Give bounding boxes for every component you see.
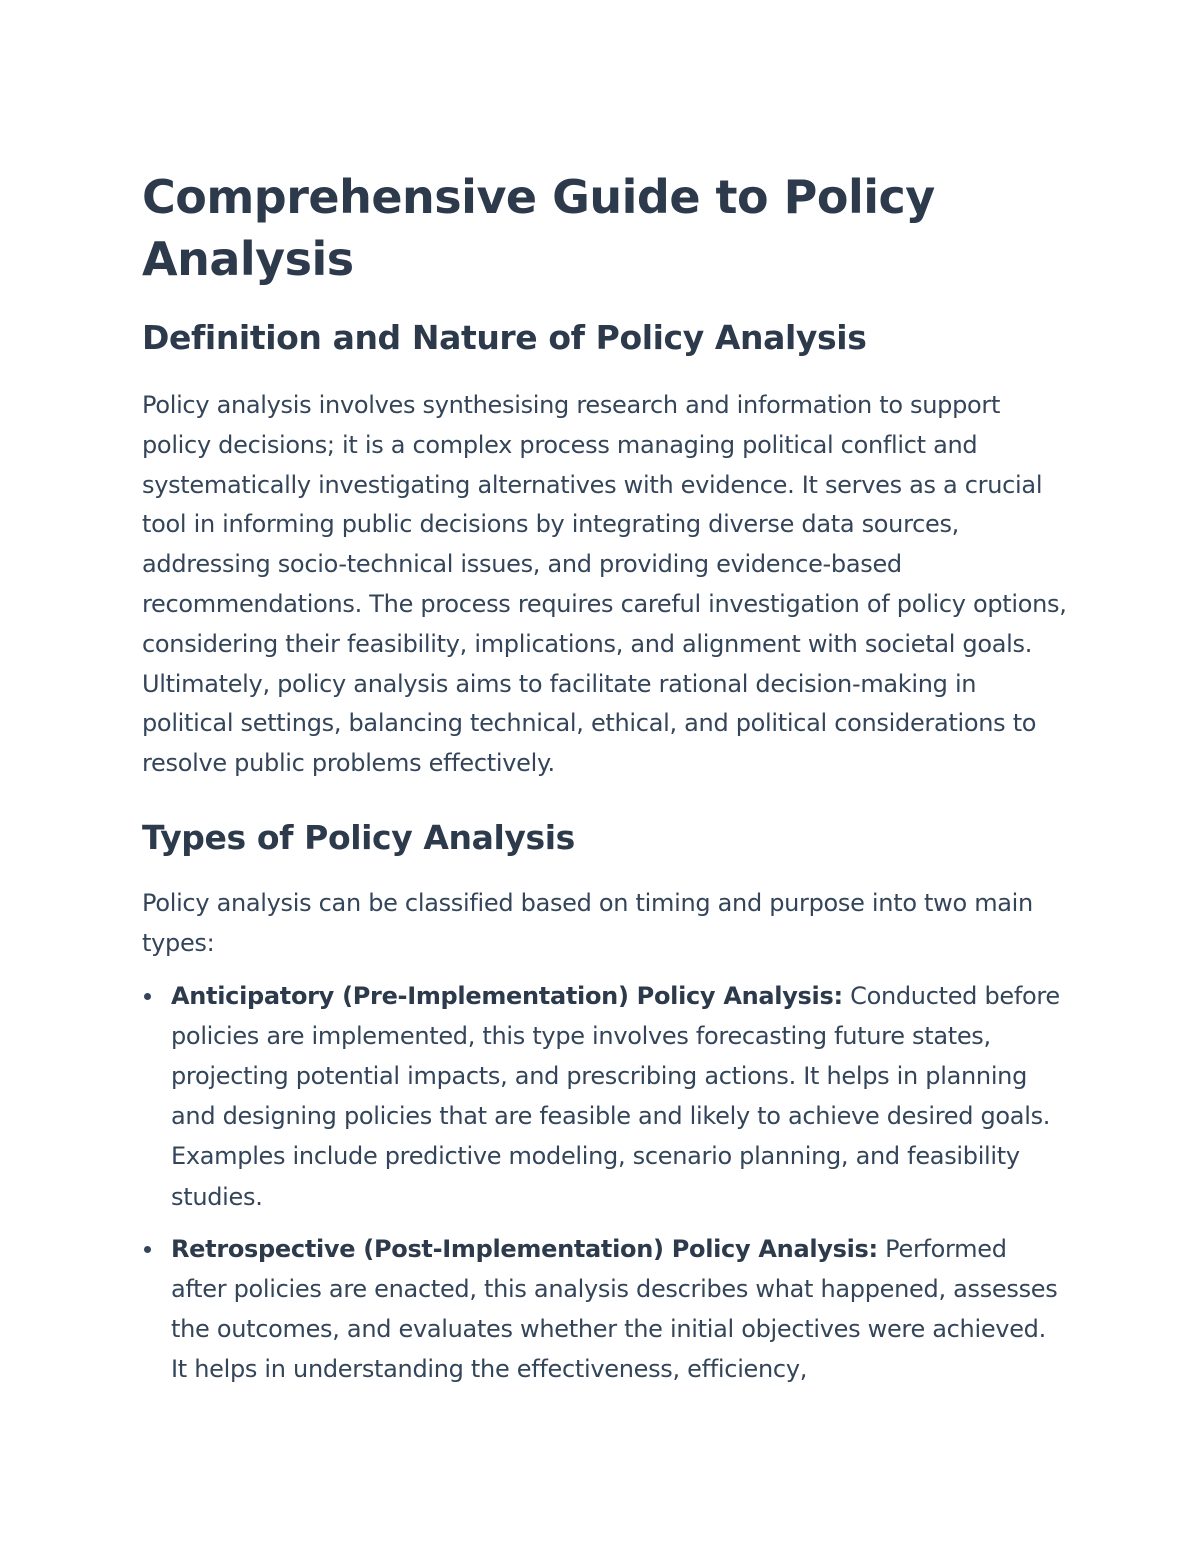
list-item-term: Anticipatory (Pre-Implementation) Policy Analysis: [171, 981, 843, 1010]
page-title: Comprehensive Guide to Policy Analysis [142, 170, 935, 286]
list-item [142, 1229, 1067, 1390]
list-item-text: Conducted before policies are implemented, this type involves forecasting future states, projecting potential impacts, and prescribing actions. It helps in planning and designing policies that are feasible and likely to achieve desired goals. Examples include predictive modeling, scenario planning, and feasibility studies. [171, 981, 1060, 1211]
list-item-text: Performed after policies are enacted, this analysis describes what happened, assesses the outcomes, and evaluates whether the initial objectives were achieved. It helps in understanding the effectiveness, efficiency, [171, 1234, 1058, 1384]
definition-paragraph: Policy analysis involves synthesising research and information to support policy decisions; it is a complex process managing political conflict and systematically investigating alternatives with evidence. It serves as a crucial tool in informing public decisions by integrating diverse data sources, addressing socio-technical issues, and providing evidence-based recommendations. The process requires careful investigation of policy options, considering their feasibility, implications, and alignment with societal goals. Ultimately, policy analysis aims to facilitate rational decision-making in political settings, balancing technical, ethical, and political considerations to resolve public problems effectively. [142, 391, 1067, 778]
section-heading-types: Types of Policy Analysis [142, 817, 575, 857]
types-intro-paragraph: Policy analysis can be classified based on timing and purpose into two main types: [142, 888, 1033, 957]
list-item-term: Retrospective (Post-Implementation) Policy Analysis: [171, 1234, 878, 1263]
document-page [142, 166, 1067, 1390]
types-list [142, 976, 1067, 1390]
list-item [142, 976, 1067, 1217]
bullet-icon [144, 1246, 151, 1253]
bullet-icon [144, 993, 151, 1000]
section-heading-definition: Definition and Nature of Policy Analysis [142, 318, 867, 357]
